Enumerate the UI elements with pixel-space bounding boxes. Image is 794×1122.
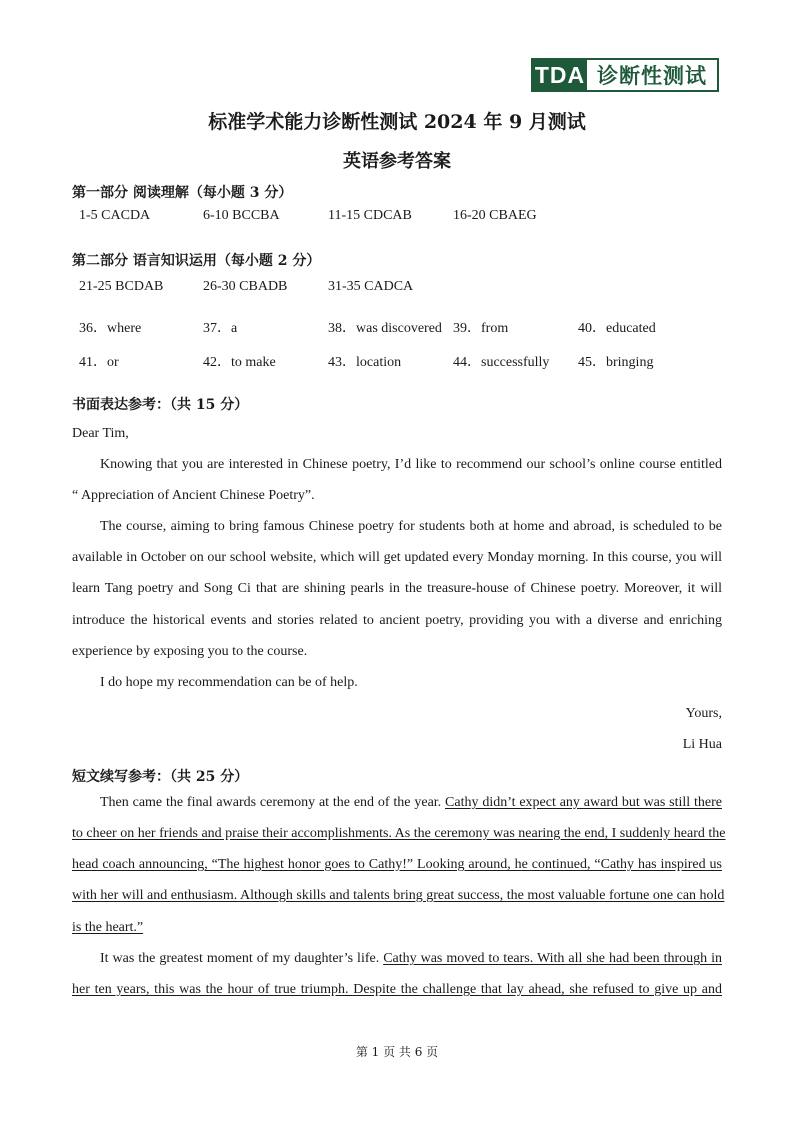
letter-salutation: Dear Tim,: [72, 426, 129, 441]
fill-answer: 38．was discovered: [328, 321, 442, 336]
tda-badge: [531, 58, 719, 92]
letter-text-line: introduce the historical events and stories related to ancient poetry, providing you with a diverse and enriching: [72, 613, 722, 628]
story-underlined-text: with her will and enthusiasm. Although skills and talents bring great success, the most valuable fortune one can hold: [72, 888, 725, 903]
fill-answer: 45．bringing: [578, 355, 654, 370]
letter-text-line: “ Appreciation of Ancient Chinese Poetry”.: [72, 488, 315, 503]
story-text-line: [72, 888, 725, 904]
letter-closing: Yours,: [685, 706, 722, 721]
part1-answer: 6-10 BCCBA: [203, 208, 280, 223]
fill-answer: 44．successfully: [453, 355, 550, 370]
part1-answer: 16-20 CBAEG: [453, 208, 537, 223]
part2-heading: 第二部分 语言知识运用（每小题 2 分）: [72, 253, 321, 269]
story-plain-text: Then came the final awards ceremony at the end of the year.: [100, 795, 446, 810]
fill-answer: 43．location: [328, 355, 402, 370]
page-footer: 第 1 页 共 6 页: [355, 1045, 439, 1059]
part2-answer: 26-30 CBADB: [203, 279, 288, 294]
badge-label: 诊断性测试: [597, 64, 707, 88]
letter-text-line: experience by exposing you to the course.: [72, 644, 308, 659]
story-text-line: [72, 982, 722, 998]
fill-answer: 40．educated: [578, 321, 656, 336]
page-title: 标准学术能力诊断性测试 2024 年 9 月测试: [208, 111, 586, 133]
story-underlined-text: her ten years, this was the hour of true triumph. Despite the challenge that lay ahead, she refused to give up and: [72, 982, 722, 997]
story-underlined-text: Cathy didn’t expect any award but was still there: [445, 795, 722, 810]
story-text-line: [72, 795, 722, 811]
page-subtitle: 英语参考答案: [343, 151, 451, 172]
story-text-line: [72, 857, 722, 873]
fill-answer: 36．where: [79, 321, 142, 336]
fill-answer: 41．or: [79, 355, 119, 370]
part1-answer: 1-5 CACDA: [79, 208, 151, 223]
writing-heading: 书面表达参考：（共 15 分）: [72, 397, 249, 413]
letter-signature: Li Hua: [682, 737, 722, 752]
part2-answer: 21-25 BCDAB: [79, 279, 164, 294]
part2-answer: 31-35 CADCA: [328, 279, 414, 294]
story-underlined-text: head coach announcing, “The highest honor goes to Cathy!” Looking around, he continued, “Cathy has inspired us: [72, 857, 722, 872]
story-underlined-text: is the heart.”: [72, 920, 144, 935]
story-underlined-text: to cheer on her friends and praise their accomplishments. As the ceremony was nearing the end, I suddenly heard the: [72, 826, 726, 841]
letter-text-line: learn Tang poetry and Song Ci that are shining pearls in the treasure-house of Chinese poetry. Moreover, it will: [72, 581, 722, 596]
story-underlined-text: Cathy was moved to tears. With all she had been through in: [383, 951, 722, 966]
fill-answer: 37．a: [203, 321, 238, 336]
letter-text-line: available in October on our school website, which will get updated every Monday morning. In this course, you will: [72, 550, 722, 565]
continuation-heading: 短文续写参考：（共 25 分）: [72, 769, 249, 785]
badge-logo: TDA: [533, 60, 587, 90]
story-text-line: [72, 826, 726, 842]
story-text-line: [72, 920, 722, 936]
letter-text-line: Knowing that you are interested in Chinese poetry, I’d like to recommend our school’s online course entitled: [100, 457, 722, 472]
part1-heading: 第一部分 阅读理解（每小题 3 分）: [72, 185, 293, 201]
story-text-line: [72, 951, 722, 967]
part1-answer: 11-15 CDCAB: [328, 208, 412, 223]
letter-text-line: The course, aiming to bring famous Chinese poetry for students both at home and abroad, is scheduled to be: [100, 519, 722, 534]
story-plain-text: It was the greatest moment of my daughter’s life.: [100, 951, 384, 966]
fill-answer: 39．from: [453, 321, 509, 336]
fill-answer: 42．to make: [203, 355, 276, 370]
letter-text-line: I do hope my recommendation can be of help.: [100, 675, 358, 690]
